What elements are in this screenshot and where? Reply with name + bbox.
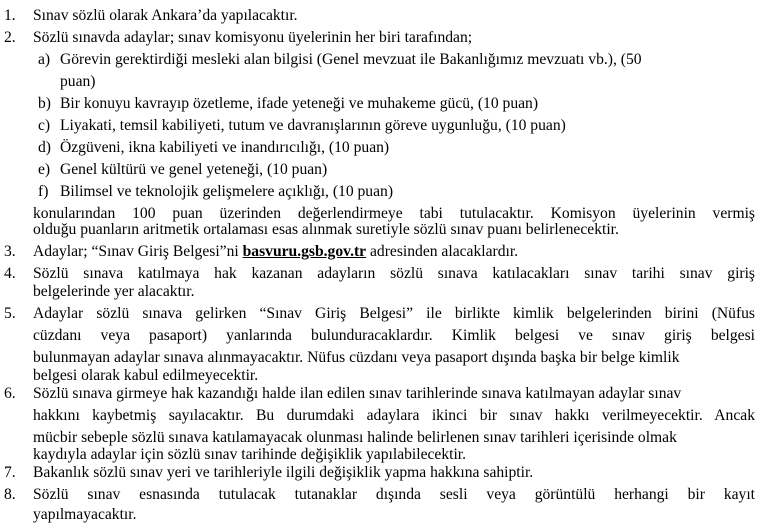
item-text: cüzdanı veya pasaport) yanlarında bulunduracaklardır. Kimlik belgesi ve sınav giriş belgesi xyxy=(33,327,755,344)
sub-item-label: f) xyxy=(38,183,49,200)
website-link[interactable]: basvuru.gsb.gov.tr xyxy=(242,243,367,260)
item-number: 6. xyxy=(4,385,16,402)
item-text: Sınav sözlü olarak Ankara’da yapılacaktır. xyxy=(33,7,298,24)
item-text: belgesi olarak kabul edilmeyecektir. xyxy=(33,367,259,384)
item-text: bulunmayan adaylar sınava alınmayacaktır. Nüfus cüzdanı veya pasaport dışında başka bir belge kimlik xyxy=(33,349,680,366)
sub-item-text: Özgüveni, ikna kabiliyeti ve inandırıcılığı, (10 puan) xyxy=(60,139,390,156)
item-text-before: Adaylar; “Sınav Giriş Belgesi”ni xyxy=(33,243,243,260)
item-number: 4. xyxy=(4,265,16,282)
item-number: 3. xyxy=(4,243,16,260)
item-text: Bakanlık sözlü sınav yeri ve tarihleriyle ilgili değişiklik yapma hakkına sahiptir. xyxy=(33,464,534,481)
item-text: Sözlü sınava katılmaya hak kazanan adayların sözlü sınava katılacakları sınav tarihi sınav giriş xyxy=(33,265,755,282)
item-text: Sözlü sınav esnasında tutulacak tutanaklar dışında sesli veya görüntülü herhangi bir kayıt xyxy=(33,486,755,503)
sub-item-label: e) xyxy=(38,161,51,178)
sub-item-text: Görevin gerektirdiği mesleki alan bilgisi (Genel mevzuat ile Bakanlığımız mevzuatı vb.), (50 xyxy=(60,51,642,68)
sub-item-label: a) xyxy=(38,51,51,68)
item-text: belgelerinde yer alacaktır. xyxy=(33,283,195,300)
sub-item-label: c) xyxy=(38,117,51,134)
item-number: 2. xyxy=(4,29,16,46)
item-text-after: adresinden alacaklardır. xyxy=(366,243,519,260)
item-number: 1. xyxy=(4,7,16,24)
item-text: yapılmayacaktır. xyxy=(33,506,137,523)
item-text: Sözlü sınavda adaylar; sınav komisyonu üyelerinin her biri tarafından; xyxy=(33,29,473,46)
item-text: Sözlü sınava girmeye hak kazandığı halde ilan edilen sınav tarihlerinde sınava katılmayan adaylar sınav xyxy=(33,385,682,402)
item-number: 5. xyxy=(4,305,16,322)
item-number: 7. xyxy=(4,464,16,481)
item-text: kaydıyla adaylar için sözlü sınav tarihinde değişiklik yapılabilecektir. xyxy=(33,446,467,463)
item-number: 8. xyxy=(4,486,16,503)
sub-item-text: Liyakati, temsil kabiliyeti, tutum ve davranışlarının göreve uygunluğu, (10 puan) xyxy=(60,117,566,134)
continuation-text: olduğu puanların aritmetik ortalaması esas alınmak suretiyle sözlü sınav puanı belirlenecektir. xyxy=(33,221,619,238)
item-text: Adaylar sözlü sınava gelirken “Sınav Giriş Belgesi” ile birlikte kimlik belgelerinden birini (Nüfus xyxy=(33,305,755,322)
sub-item-label: d) xyxy=(38,139,51,156)
continuation-text: konularından 100 puan üzerinden değerlendirmeye tabi tutulacaktır. Komisyon üyelerinin vermiş xyxy=(33,205,755,222)
sub-item-text: puan) xyxy=(60,73,96,90)
item-text: mücbir sebeple sözlü sınava katılamayacak olunması halinde belirlenen sınav tarihleri içerisinde olmak xyxy=(33,429,677,446)
item-text xyxy=(33,241,518,263)
sub-item-text: Bir konuyu kavrayıp özetleme, ifade yeteneği ve muhakeme gücü, (10 puan) xyxy=(60,95,539,112)
sub-item-label: b) xyxy=(38,95,51,112)
item-text: hakkını kaybetmiş sayılacaktır. Bu durumdaki adaylara ikinci bir sınav hakkı verilmeyecektir. Ancak xyxy=(33,407,755,424)
sub-item-text: Bilimsel ve teknolojik gelişmelere açıklığı, (10 puan) xyxy=(60,183,394,200)
sub-item-text: Genel kültürü ve genel yeteneği, (10 puan) xyxy=(60,161,328,178)
